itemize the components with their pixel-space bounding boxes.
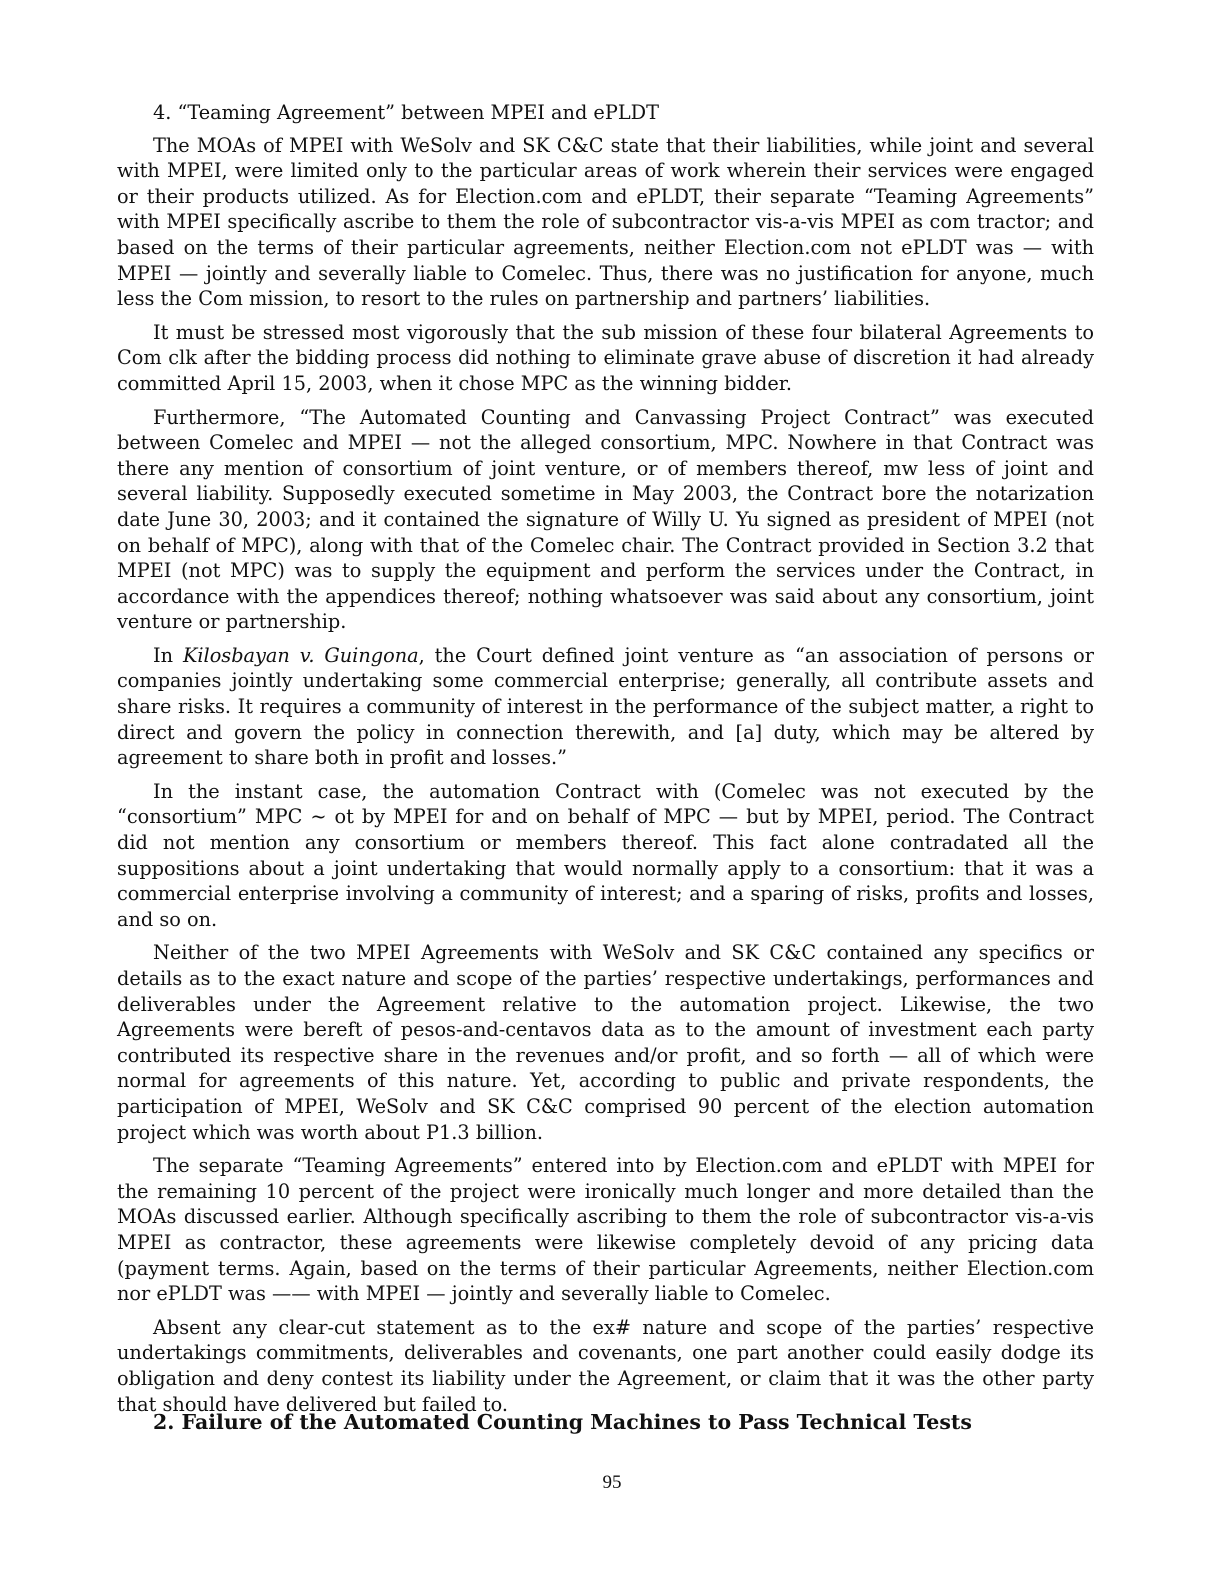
page-number: 95 xyxy=(602,1472,622,1493)
paragraph-6: Neither of the two MPEI Agreements with WeSolv and SK C&C contained any specifics or details as to the exact nature and scope of the parties’ respective undertakings, performances and deliverables under the Agreement relative to the automation project. Likewise, the two Agreements were bereft of pesos-and-centavos data as to the amount of investment each party contributed its respective share in the revenues and/or profit, and so forth — all of which were normal for agreements of this nature. Yet, according to public and private respondents, the participation of MPEI, WeSolv and SK C&C comprised 90 percent of the election automation project which was worth about P1.3 billion. xyxy=(117,941,1094,1144)
paragraph-7: The separate “Teaming Agreements” entered into by Election.com and ePLDT with MPEI for the remaining 10 percent of the project were ironically much longer and more detailed than the MOAs discussed earlier. Although specifically ascribing to them the role of subcontractor vis-a-vis MPEI as contractor, these agreements were likewise completely devoid of any pricing data (payment terms. Again, based on the terms of their particular Agreements, neither Election.com nor ePLDT was —— with MPEI — jointly and severally liable to Comelec. xyxy=(117,1154,1094,1306)
case-citation: Kilosbayan v. Guingona xyxy=(182,643,419,667)
paragraph-4-text: the Court defined joint venture as “an association of persons or companies jointly undertaking some commercial enterprise; generally, all contribute assets and share risks. It requires a community of interest in the performance of the subject matter, a right to direct and govern the policy in connection therewith, and [a] duty, which may be altered by agreement to share both in profit and losses.” xyxy=(117,643,1094,770)
section-heading: 2. Failure of the Automated Counting Machines to Pass Technical Tests xyxy=(153,1410,972,1434)
paragraph-4: In Kilosbayan v. Guingona, the Court defined joint venture as “an association of persons or companies jointly undertaking some commercial enterprise; generally, all contribute assets and share risks. It requires a community of interest in the performance of the subject matter, a right to direct and govern the policy in connection therewith, and [a] duty, which may be altered by agreement to share both in profit and losses.” xyxy=(117,643,1094,770)
paragraph-5: In the instant case, the automation Contract with (Comelec was not executed by the “consortium” MPC ~ ot by MPEI for and on behalf of MPC — but by MPEI, period. The Contract did not mention any consortium or members thereof. This fact alone contradated all the suppositions about a joint undertaking that would normally apply to a consortium: that it was a commercial enterprise involving a community of interest; and a sparing of risks, profits and losses, and so on. xyxy=(117,779,1094,931)
paragraph-8: Absent any clear-cut statement as to the ex# nature and scope of the parties’ respective undertakings commitments, deliverables and covenants, one part another could easily dodge its obligation and deny contest its liability under the Agreement, or claim that it was the other party that should have delivered but failed to. xyxy=(117,1315,1094,1416)
paragraph-3: Furthermore, “The Automated Counting and Canvassing Project Contract” was executed between Comelec and MPEI — not the alleged consortium, MPC. Nowhere in that Contract was there any mention of consortium of joint venture, or of members thereof, mw less of joint and several liability. Supposedly executed sometime in May 2003, the Contract bore the notarization date June 30, 2003; and it contained the signature of Willy U. Yu signed as president of MPEI (not on behalf of MPC), along with that of the Comelec chair. The Contract provided in Section 3.2 that MPEI (not MPC) was to supply the equipment and perform the services under the Contract, in accordance with the appendices thereof; nothing whatsoever was said about any consortium, joint venture or partnership. xyxy=(117,405,1094,634)
body-text xyxy=(117,100,1094,1425)
subheading: 4. “Teaming Agreement” between MPEI and ePLDT xyxy=(153,101,659,124)
paragraph-2: It must be stressed most vigorously that the sub mission of these four bilateral Agreements to Com clk after the bidding process did nothing to eliminate grave abuse of discretion it had already committed April 15, 2003, when it chose MPC as the winning bidder. xyxy=(117,320,1094,395)
paragraph-4-lead: In xyxy=(153,643,174,667)
paragraph-1: The MOAs of MPEI with WeSolv and SK C&C state that their liabilities, while joint and several with MPEI, were limited only to the particular areas of work wherein their services were engaged or their products utilized. As for Election.com and ePLDT, their separate “Teaming Agreements” with MPEI specifically ascribe to them the role of subcontractor vis-a-vis MPEI as com tractor; and based on the terms of their particular agreements, neither Election.com not ePLDT was — with MPEI — jointly and severally liable to Comelec. Thus, there was no justification for anyone, much less the Com mission, to resort to the rules on partnership and partners’ liabilities. xyxy=(117,133,1094,311)
